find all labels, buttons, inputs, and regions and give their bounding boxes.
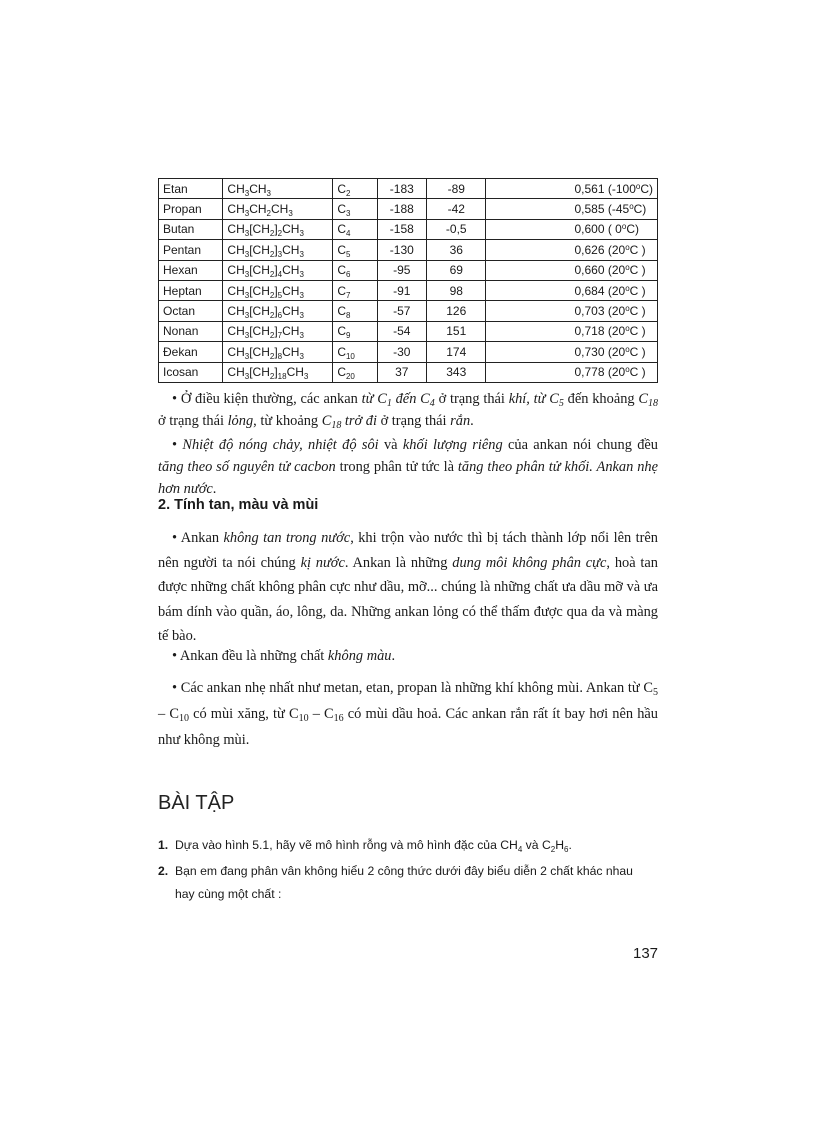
table-row <box>159 260 658 280</box>
carbon-count: $C_4$ <box>333 219 377 239</box>
alkane-formula: $CH_3[CH_2]_7CH_3$ <box>223 321 333 341</box>
carbon-count: $C_2$ <box>333 179 377 199</box>
boiling-point: 151 <box>427 321 486 341</box>
melting-point: -54 <box>377 321 426 341</box>
carbon-count: $C_{10}$ <box>333 342 377 362</box>
alkane-name: Pentan <box>159 240 223 260</box>
boiling-point: 343 <box>427 362 486 382</box>
carbon-count: $C_3$ <box>333 199 377 219</box>
alkane-formula: $CH_3[CH_2]_5CH_3$ <box>223 280 333 300</box>
table-row <box>159 362 658 382</box>
boiling-point: -42 <box>427 199 486 219</box>
density: 0,600 ( 0$^o$C) <box>486 219 658 239</box>
boiling-point: 174 <box>427 342 486 362</box>
carbon-count: $C_9$ <box>333 321 377 341</box>
exercise-2: 2. Bạn em đang phân vân không hiểu 2 công thức dưới đây biểu diễn 2 chất khác nhau hay cùng một chất : <box>158 864 633 901</box>
solubility-paragraph: • Ankan không tan trong nước, khi trộn vào nước thì bị tách thành lớp nổi lên trên nên người ta nói chúng kị nước. Ankan là những dung môi không phân cực, hoà tan được những chất không phân cực như dầu, mỡ... chúng là những chất ưa dầu mỡ và ưa bám dính vào quần, áo, lông, da. Những ankan lỏng có thể thấm được qua da và màng tế bào. <box>158 530 658 644</box>
table-row <box>159 321 658 341</box>
alkane-name: Propan <box>159 199 223 219</box>
density: 0,585 (-45$^o$C) <box>486 199 658 219</box>
exercise-1: 1. Dựa vào hình 5.1, hãy vẽ mô hình rỗng và mô hình đặc của $CH_4$ và $C_2H_6$. <box>158 838 572 854</box>
melting-point: -95 <box>377 260 426 280</box>
table-row <box>159 301 658 321</box>
density: 0,660 (20$^o$C ) <box>486 260 658 280</box>
density: 0,778 (20$^o$C ) <box>486 362 658 382</box>
melting-point: 37 <box>377 362 426 382</box>
density: 0,626 (20$^o$C ) <box>486 240 658 260</box>
alkane-name: Octan <box>159 301 223 321</box>
trends-paragraph: • Nhiệt độ nóng chảy, nhiệt độ sôi và khối lượng riêng của ankan nói chung đều tăng theo số nguyên tử cacbon trong phân tử tức là tăng theo phân tử khối. Ankan nhẹ hơn nước. <box>158 437 659 497</box>
melting-point: -130 <box>377 240 426 260</box>
alkane-formula: $CH_3CH_3$ <box>223 179 333 199</box>
melting-point: -57 <box>377 301 426 321</box>
table-row <box>159 179 658 199</box>
table-row <box>159 280 658 300</box>
section-heading: 2. Tính tan, màu và mùi <box>158 497 319 513</box>
exercises-title: BÀI TẬP <box>158 792 235 814</box>
alkane-name: Hexan <box>159 260 223 280</box>
alkane-formula: $CH_3[CH_2]_2CH_3$ <box>223 219 333 239</box>
alkane-formula: $CH_3[CH_2]_4CH_3$ <box>223 260 333 280</box>
boiling-point: 98 <box>427 280 486 300</box>
carbon-count: $C_8$ <box>333 301 377 321</box>
table-row <box>159 219 658 239</box>
alkane-name: Heptan <box>159 280 223 300</box>
boiling-point: 69 <box>427 260 486 280</box>
carbon-count: $C_6$ <box>333 260 377 280</box>
boiling-point: -89 <box>427 179 486 199</box>
table-row <box>159 342 658 362</box>
color-paragraph: • Ankan đều là những chất không màu. <box>172 648 396 664</box>
alkane-name: Icosan <box>159 362 223 382</box>
table-row <box>159 240 658 260</box>
alkane-properties-table <box>158 178 658 383</box>
density: 0,561 (-100$^o$C) <box>486 179 658 199</box>
melting-point: -91 <box>377 280 426 300</box>
density: 0,718 (20$^o$C ) <box>486 321 658 341</box>
alkane-formula: $CH_3[CH_2]_{18}CH_3$ <box>223 362 333 382</box>
density: 0,730 (20$^o$C ) <box>486 342 658 362</box>
boiling-point: 36 <box>427 240 486 260</box>
melting-point: -30 <box>377 342 426 362</box>
boiling-point: 126 <box>427 301 486 321</box>
table-row <box>159 199 658 219</box>
alkane-formula: $CH_3[CH_2]_6CH_3$ <box>223 301 333 321</box>
density: 0,703 (20$^o$C ) <box>486 301 658 321</box>
density: 0,684 (20$^o$C ) <box>486 280 658 300</box>
carbon-count: $C_{20}$ <box>333 362 377 382</box>
alkane-formula: $CH_3[CH_2]_8CH_3$ <box>223 342 333 362</box>
page-number: 137 <box>633 945 659 962</box>
states-paragraph: • Ở điều kiện thường, các ankan từ $C_1$ đến $C_4$ ở trạng thái khí, từ $C_5$ đến khoảng $C_{18}$ ở trạng thái lỏng, từ khoảng $C_{18}$ trở đi ở trạng thái rắn. <box>158 391 658 431</box>
alkane-name: Etan <box>159 179 223 199</box>
alkane-name: Đekan <box>159 342 223 362</box>
odor-paragraph: • Các ankan nhẹ nhất như metan, etan, propan là những khí không mùi. Ankan từ $C_5 - C_{10}$ có mùi xăng, từ $C_{10} - C_{16}$ có mùi dầu hoả. Các ankan rắn rất ít bay hơi nên hầu như không mùi. <box>158 680 658 748</box>
alkane-name: Butan <box>159 219 223 239</box>
melting-point: -183 <box>377 179 426 199</box>
alkane-formula: $CH_3CH_2CH_3$ <box>223 199 333 219</box>
alkane-formula: $CH_3[CH_2]_3CH_3$ <box>223 240 333 260</box>
melting-point: -188 <box>377 199 426 219</box>
boiling-point: -0,5 <box>427 219 486 239</box>
melting-point: -158 <box>377 219 426 239</box>
carbon-count: $C_7$ <box>333 280 377 300</box>
carbon-count: $C_5$ <box>333 240 377 260</box>
alkane-name: Nonan <box>159 321 223 341</box>
